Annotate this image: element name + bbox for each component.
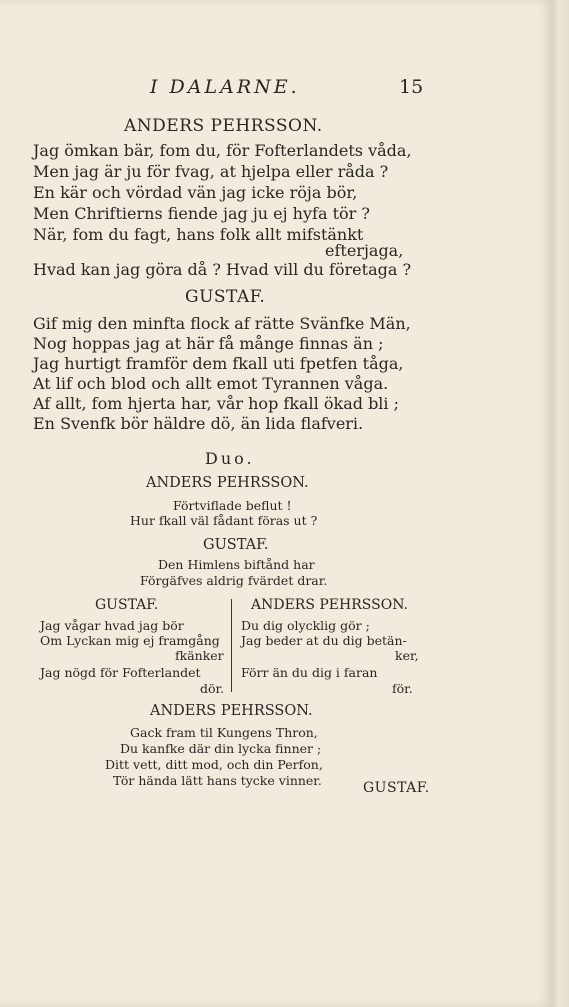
verse-line: Tör hända lätt hans tycke vinner. (113, 773, 322, 788)
verse-line: Men Chriftierns fiende jag ju ej hyfa tör ? (33, 204, 370, 223)
verse-line: Jag hurtigt framför dem fkall uti fpetfen tåga, (33, 354, 404, 373)
right-column-line: ker, (395, 648, 419, 663)
column-divider (231, 599, 232, 692)
verse-line: Hur fkall väl fådant föras ut ? (130, 513, 318, 528)
verse-line: Du kanfke där din lycka finner ; (120, 741, 322, 756)
verse-line: At lif och blod och allt emot Tyrannen våga. (33, 374, 389, 393)
right-column-line: för. (392, 681, 413, 696)
catchword: GUSTAF. (363, 780, 430, 796)
right-column-line: Du dig olycklig gör ; (241, 618, 370, 633)
verse-line: Hvad kan jag göra då ? Hvad vill du företaga ? (33, 260, 412, 279)
right-column-line: Förr än du dig i faran (241, 665, 378, 680)
speaker-heading: ANDERS PEHRSSON. (146, 475, 309, 491)
verse-line: Gif mig den minfta flock af rätte Svänfke Män, (33, 314, 411, 333)
speaker-heading: ANDERS PEHRSSON. (124, 116, 323, 136)
left-column-line: Jag vågar hvad jag bör (40, 618, 184, 633)
duo-title: Duo. (205, 449, 255, 468)
verse-line: Förgäfves aldrig fvärdet drar. (140, 573, 328, 588)
verse-line: Den Himlens biftånd har (158, 557, 315, 572)
speaker-heading: GUSTAF. (185, 287, 266, 307)
right-column-line: Jag beder at du dig betän- (241, 633, 407, 648)
left-column-line: fkänker (175, 648, 224, 663)
verse-line: Jag ömkan bär, fom du, för Fofterlandets våda, (33, 141, 412, 160)
verse-line: Förtviflade beflut ! (173, 498, 292, 513)
verse-line: Men jag är ju för fvag, at hjelpa eller råda ? (33, 162, 389, 181)
running-title: I DALARNE. (150, 76, 300, 98)
left-column-line: dör. (200, 681, 225, 696)
verse-line: Nog hoppas jag at här få månge finnas än ; (33, 334, 384, 353)
left-column-heading: GUSTAF. (95, 597, 159, 613)
speaker-heading: ANDERS PEHRSSON. (150, 703, 313, 719)
verse-line: Gack fram til Kungens Thron, (130, 725, 318, 740)
verse-line: Af allt, fom hjerta har, vår hop fkall ökad bli ; (33, 394, 400, 413)
verse-line: En Svenfk bör häldre dö, än lida flafveri. (33, 414, 364, 433)
page-number: 15 (399, 76, 424, 98)
left-column-line: Om Lyckan mig ej framgång (40, 633, 220, 648)
speaker-heading: GUSTAF. (203, 537, 269, 553)
verse-line: Ditt vett, ditt mod, och din Perfon, (105, 757, 323, 772)
left-column-line: Jag nögd för Fofterlandet (40, 665, 201, 680)
verse-continuation: efterjaga, (325, 241, 404, 260)
page-edge (552, 0, 569, 1007)
right-column-heading: ANDERS PEHRSSON. (251, 597, 408, 613)
verse-line: En kär och vördad vän jag icke röja bör, (33, 183, 358, 202)
verse-line: När, fom du fagt, hans folk allt mifstänkt (33, 225, 364, 244)
